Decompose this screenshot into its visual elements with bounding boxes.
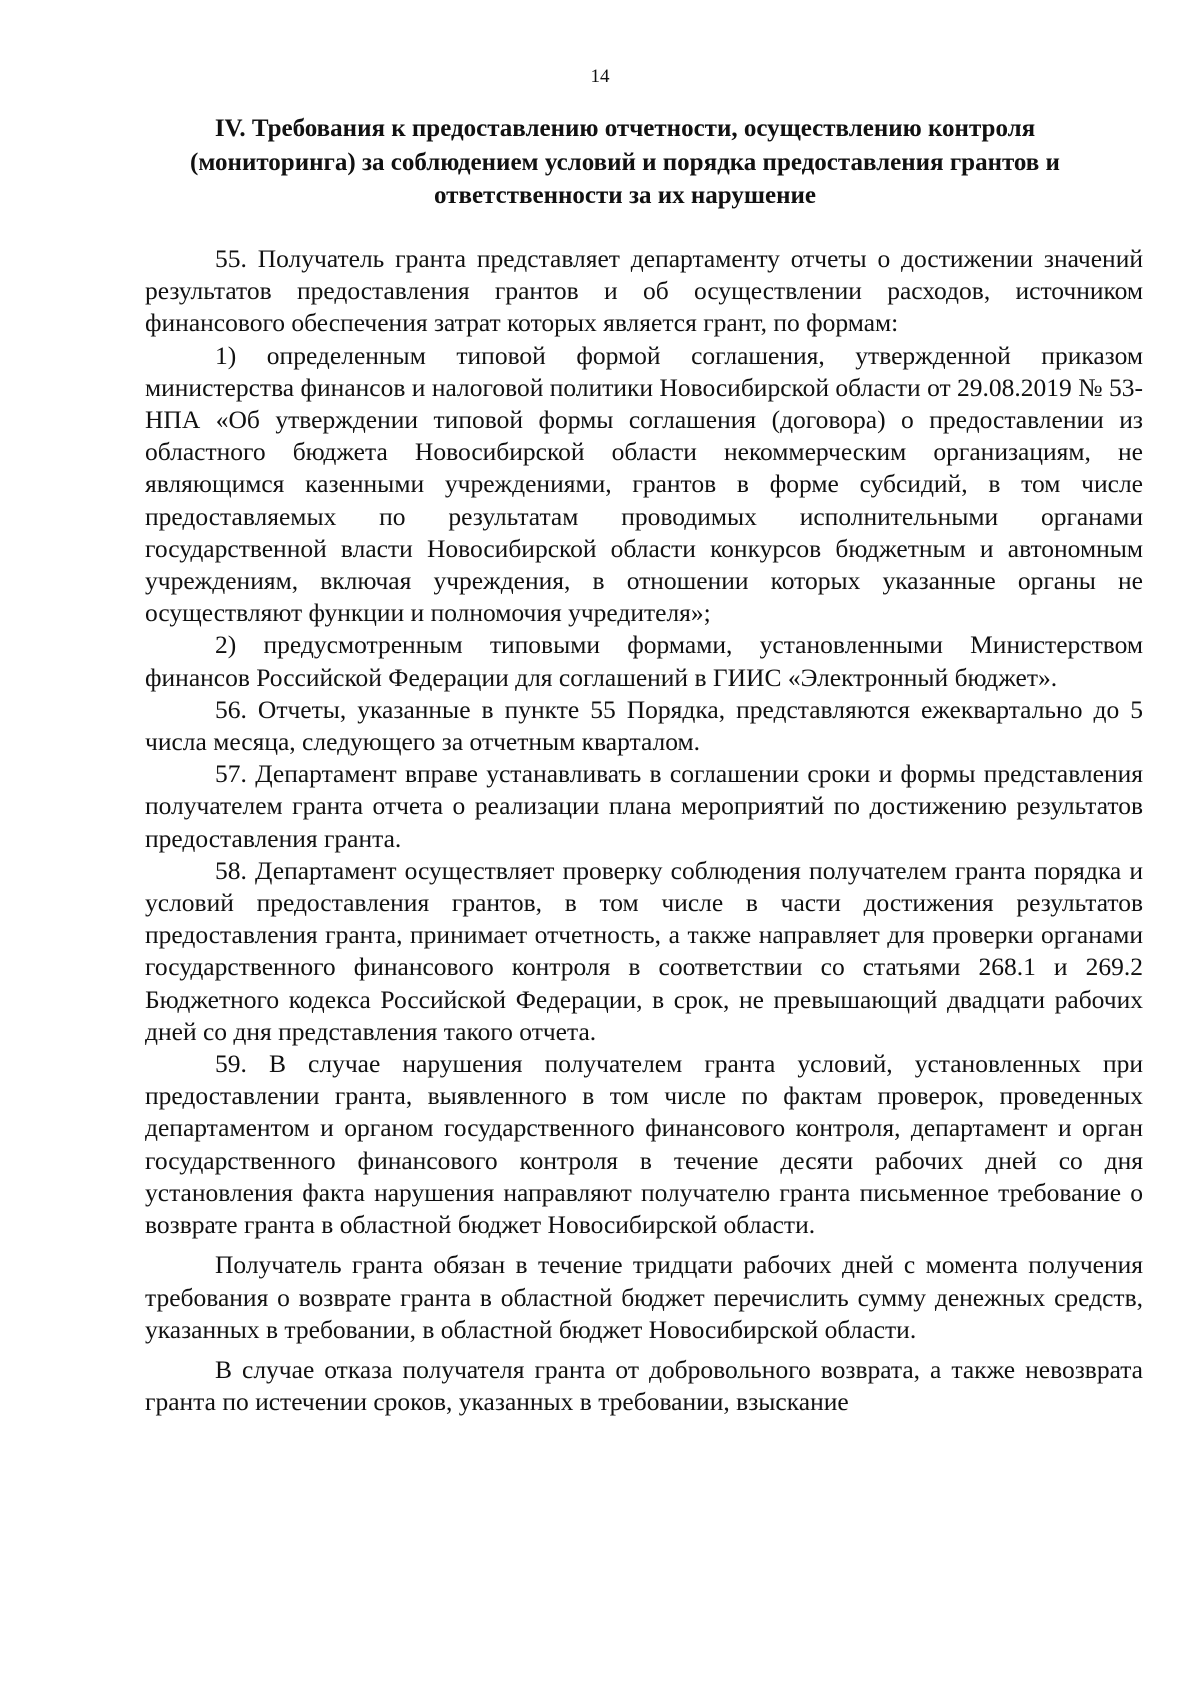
- paragraph-56: 56. Отчеты, указанные в пункте 55 Порядка, представляются ежеквартально до 5 числа месяца, следующего за отчетным кварталом.: [145, 694, 1143, 757]
- paragraph-55-item-1: 1) определенным типовой формой соглашения, утвержденной приказом министерства финансов и налоговой политики Новосибирской области от 29.08.2019 № 53-НПА «Об утверждении типовой формы соглашения (договора) о предоставлении из областного бюджета Новосибирской области некоммерческим организациям, не являющимся казенными учреждениями, грантов в форме субсидий, в том числе предоставляемых по результатам проводимых исполнительными органами государственной власти Новосибирской области конкурсов бюджетным и автономным учреждениям, включая учреждения, в отношении которых указанные органы не осуществляют функции и полномочия учредителя»;: [145, 340, 1143, 628]
- paragraph-55: 55. Получатель гранта представляет департаменту отчеты о достижении значений результатов предоставления грантов и об осуществлении расходов, источником финансового обеспечения затрат которых является грант, по формам:: [145, 244, 1143, 338]
- paragraph-55-item-2: 2) предусмотренным типовыми формами, установленными Министерством финансов Российской Федерации для соглашений в ГИИС «Электронный бюджет».: [145, 630, 1143, 692]
- paragraph-59-refusal: В случае отказа получателя гранта от добровольного возврата, а также невозврата гранта по истечении сроков, указанных в требовании, взыскание: [145, 1354, 1143, 1417]
- page-number: 14: [590, 66, 610, 87]
- section-heading: IV. Требования к предоставлению отчетности, осуществлению контроля (мониторинга) за соблюдением условий и порядка предоставления грантов и ответственности за их нарушение: [190, 115, 1060, 209]
- paragraph-58: 58. Департамент осуществляет проверку соблюдения получателем гранта порядка и условий предоставления грантов, в том числе в части достижения результатов предоставления гранта, принимает отчетность, а также направляет для проверки органами государственного финансового контроля в соответствии со статьями 268.1 и 269.2 Бюджетного кодекса Российской Федерации, в срок, не превышающий двадцати рабочих дней со дня представления такого отчета.: [145, 855, 1143, 1046]
- paragraph-59-obligation: Получатель гранта обязан в течение тридцати рабочих дней с момента получения требования о возврате гранта в областной бюджет перечислить сумму денежных средств, указанных в требовании, в областной бюджет Новосибирской области.: [145, 1250, 1143, 1344]
- document-body: [145, 243, 1143, 1418]
- paragraph-57: 57. Департамент вправе устанавливать в соглашении сроки и формы представления получателем гранта отчета о реализации плана мероприятий по достижению результатов предоставления гранта.: [145, 759, 1143, 853]
- paragraph-59: 59. В случае нарушения получателем гранта условий, установленных при предоставлении гранта, выявленного в том числе по фактам проверок, проведенных департаментом и органом государственного финансового контроля, департамент и орган государственного финансового контроля в течение десяти рабочих дней со дня установления факта нарушения направляют получателю гранта письменное требование о возврате гранта в областной бюджет Новосибирской области.: [145, 1049, 1143, 1240]
